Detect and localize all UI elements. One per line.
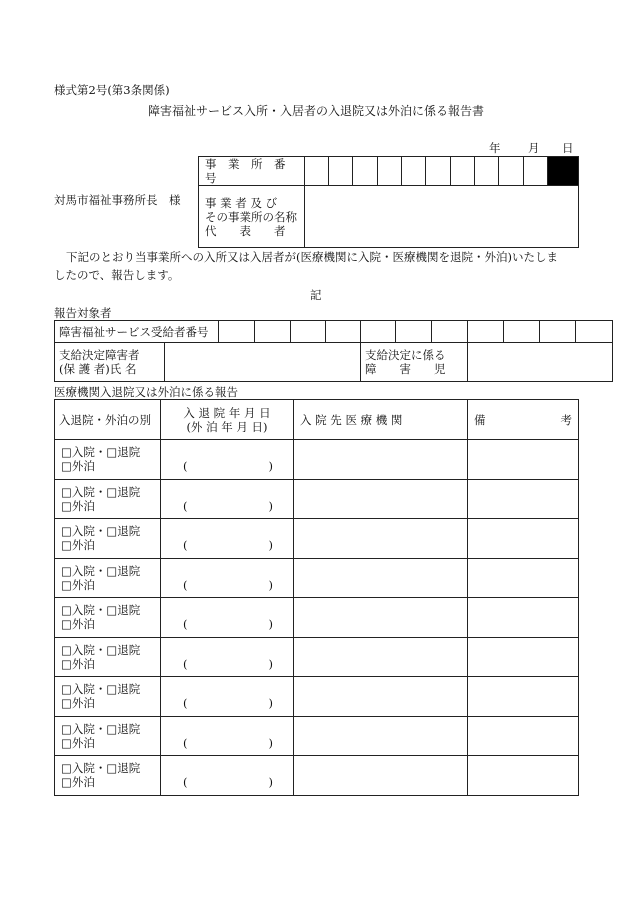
report-remarks-cell[interactable] <box>468 440 579 480</box>
report-row <box>55 637 579 677</box>
form-number: 様式第2号(第3条関係) <box>54 83 170 97</box>
operator-number-cell[interactable] <box>499 157 524 186</box>
paren-open: ( <box>183 498 188 513</box>
operator-name-field[interactable] <box>305 186 579 248</box>
recipient-number-cell[interactable] <box>504 321 540 343</box>
report-row <box>55 716 579 756</box>
report-date-cell[interactable] <box>161 716 294 756</box>
paren-close: ) <box>268 696 273 711</box>
report-remarks-cell[interactable] <box>468 637 579 677</box>
report-type-line1: □入院・□退院 <box>61 603 141 618</box>
report-type-line2: □外泊 <box>61 498 95 513</box>
recipient-child-label-line1: 支給決定に係る <box>365 348 446 362</box>
recipient-number-cell[interactable] <box>326 321 361 343</box>
operator-number-cell[interactable] <box>524 157 548 186</box>
date-month-label: 月 <box>528 141 540 155</box>
report-hospital-cell[interactable] <box>294 519 468 559</box>
recipient-number-cell[interactable] <box>219 321 255 343</box>
report-date-cell[interactable] <box>161 637 294 677</box>
report-type-line1: □入院・□退院 <box>61 761 141 776</box>
recipient-number-cell[interactable] <box>432 321 468 343</box>
report-type-line1: □入院・□退院 <box>61 642 141 657</box>
col-date-header-line1: 入 退 院 年 月 日 <box>183 405 271 420</box>
page-title: 障害福祉サービス入所・入居者の入退院又は外泊に係る報告書 <box>148 104 485 118</box>
col-type-header: 入退院・外泊の別 <box>55 400 161 440</box>
paren-close: ) <box>268 459 273 474</box>
operator-number-cell[interactable] <box>329 157 353 186</box>
operator-name-label-line1: 事 業 者 及 び <box>205 195 278 210</box>
report-remarks-cell[interactable] <box>468 677 579 717</box>
section-report-title: 医療機関入退院又は外泊に係る報告 <box>54 385 238 399</box>
operator-number-blackout <box>548 157 579 186</box>
paren-close: ) <box>268 498 273 513</box>
date-day-label: 日 <box>562 141 574 155</box>
paren-close: ) <box>268 735 273 750</box>
paren-open: ( <box>183 775 188 790</box>
recipient-number-cell[interactable] <box>468 321 504 343</box>
operator-number-cell[interactable] <box>475 157 499 186</box>
operator-number-cell[interactable] <box>426 157 451 186</box>
report-type-line1: □入院・□退院 <box>61 682 141 697</box>
body-text-line1: 下記のとおり当事業所への入所又は入居者が(医療機関に入院・医療機関を退院・外泊)いたしま <box>66 250 558 264</box>
operator-number-cell[interactable] <box>451 157 475 186</box>
report-remarks-cell[interactable] <box>468 479 579 519</box>
report-type-cell[interactable] <box>55 637 161 677</box>
report-hospital-cell[interactable] <box>294 756 468 796</box>
recipient-number-cell[interactable] <box>255 321 291 343</box>
report-date-cell[interactable] <box>161 558 294 598</box>
paren-open: ( <box>183 459 188 474</box>
report-type-line2: □外泊 <box>61 656 95 671</box>
report-type-line1: □入院・□退院 <box>61 524 141 539</box>
report-row <box>55 558 579 598</box>
report-type-line1: □入院・□退院 <box>61 563 141 578</box>
report-hospital-cell[interactable] <box>294 598 468 638</box>
report-type-cell[interactable] <box>55 598 161 638</box>
operator-number-cell[interactable] <box>378 157 402 186</box>
paren-close: ) <box>268 538 273 553</box>
paren-open: ( <box>183 617 188 632</box>
report-remarks-cell[interactable] <box>468 598 579 638</box>
section-target-title: 報告対象者 <box>54 306 112 320</box>
report-remarks-cell[interactable] <box>468 756 579 796</box>
report-row <box>55 756 579 796</box>
paren-close: ) <box>268 775 273 790</box>
report-table <box>54 399 579 796</box>
report-type-line2: □外泊 <box>61 696 95 711</box>
paren-close: ) <box>268 656 273 671</box>
report-hospital-cell[interactable] <box>294 637 468 677</box>
report-date-cell[interactable] <box>161 479 294 519</box>
report-type-line2: □外泊 <box>61 775 95 790</box>
paren-open: ( <box>183 538 188 553</box>
report-row <box>55 677 579 717</box>
report-hospital-cell[interactable] <box>294 440 468 480</box>
operator-table <box>198 156 579 248</box>
report-row <box>55 440 579 480</box>
paren-open: ( <box>183 577 188 592</box>
operator-name-label-line2: その事業所の名称 <box>205 209 297 224</box>
recipient-child-field[interactable] <box>468 343 613 382</box>
body-text-line2: したので、報告します。 <box>54 268 180 282</box>
paren-open: ( <box>183 656 188 671</box>
report-remarks-cell[interactable] <box>468 558 579 598</box>
recipient-number-cell[interactable] <box>396 321 432 343</box>
operator-number-cell[interactable] <box>305 157 329 186</box>
paren-open: ( <box>183 735 188 750</box>
report-type-cell[interactable] <box>55 677 161 717</box>
report-hospital-cell[interactable] <box>294 479 468 519</box>
report-type-cell[interactable] <box>55 558 161 598</box>
operator-number-cell[interactable] <box>402 157 426 186</box>
report-remarks-cell[interactable] <box>468 716 579 756</box>
report-hospital-cell[interactable] <box>294 716 468 756</box>
report-row <box>55 479 579 519</box>
report-date-cell[interactable] <box>161 440 294 480</box>
report-date-cell[interactable] <box>161 519 294 559</box>
recipient-number-cell[interactable] <box>291 321 326 343</box>
recipient-person-label-line1: 支給決定障害者 <box>59 348 140 362</box>
col-remarks-header-b: 考 <box>560 412 572 427</box>
recipient-number-cell[interactable] <box>540 321 576 343</box>
recipient-child-label-line2: 障 害 児 <box>365 362 446 376</box>
report-type-line2: □外泊 <box>61 538 95 553</box>
report-type-cell[interactable] <box>55 756 161 796</box>
report-type-cell[interactable] <box>55 519 161 559</box>
report-row <box>55 519 579 559</box>
report-type-line1: □入院・□退院 <box>61 445 141 460</box>
report-date-cell[interactable] <box>161 598 294 638</box>
col-remarks-header-a: 備 <box>474 412 486 427</box>
report-type-line2: □外泊 <box>61 459 95 474</box>
report-date-cell[interactable] <box>161 756 294 796</box>
paren-close: ) <box>268 617 273 632</box>
report-remarks-cell[interactable] <box>468 519 579 559</box>
report-type-line1: □入院・□退院 <box>61 484 141 499</box>
recipient-person-field[interactable] <box>165 343 361 382</box>
report-type-line2: □外泊 <box>61 617 95 632</box>
operator-number-label: 事 業 所 番 号 <box>199 157 305 186</box>
report-type-cell[interactable] <box>55 440 161 480</box>
report-type-line2: □外泊 <box>61 735 95 750</box>
ki-label: 記 <box>310 288 322 302</box>
recipient-table <box>54 320 613 382</box>
report-row <box>55 598 579 638</box>
report-type-line2: □外泊 <box>61 577 95 592</box>
operator-rep-label: 代 表 者 <box>205 223 286 238</box>
date-year-label: 年 <box>489 141 501 155</box>
operator-number-cell[interactable] <box>353 157 378 186</box>
col-date-header-line2: (外 泊 年 月 日) <box>186 419 268 434</box>
paren-close: ) <box>268 577 273 592</box>
report-hospital-cell[interactable] <box>294 558 468 598</box>
report-date-cell[interactable] <box>161 677 294 717</box>
recipient-person-label-line2: (保 護 者)氏 名 <box>59 362 137 376</box>
report-type-cell[interactable] <box>55 716 161 756</box>
report-type-line1: □入院・□退院 <box>61 721 141 736</box>
recipient-number-cell[interactable] <box>361 321 396 343</box>
addressee: 対馬市福祉事務所長 様 <box>54 193 181 207</box>
report-hospital-cell[interactable] <box>294 677 468 717</box>
recipient-number-label: 障害福祉サービス受給者番号 <box>55 321 219 343</box>
paren-open: ( <box>183 696 188 711</box>
col-hospital-header: 入 院 先 医 療 機 関 <box>294 400 468 440</box>
report-type-cell[interactable] <box>55 479 161 519</box>
recipient-number-cell[interactable] <box>576 321 613 343</box>
